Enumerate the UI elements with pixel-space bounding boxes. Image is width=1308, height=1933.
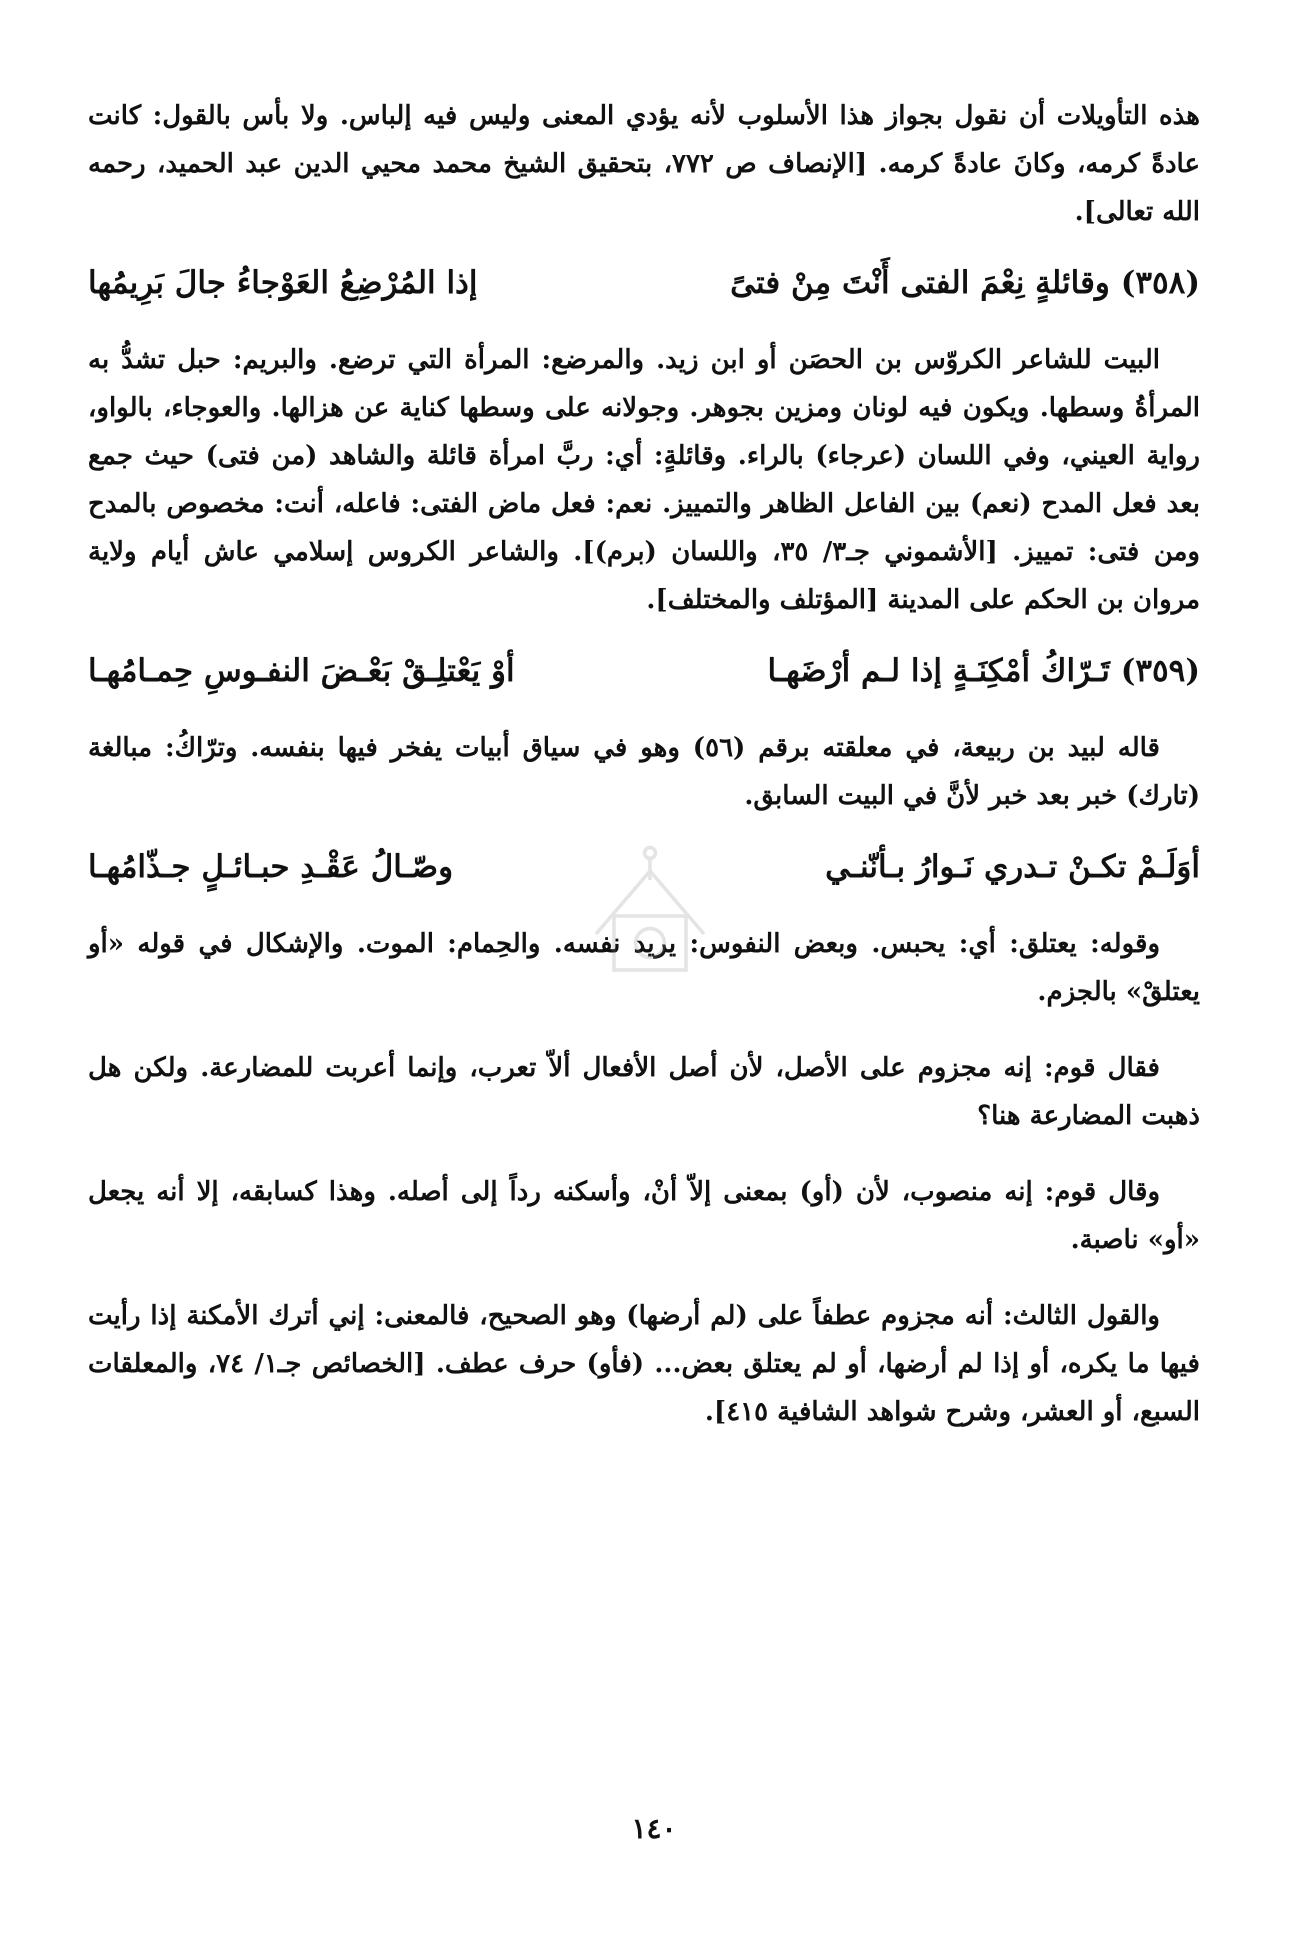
verse-360-second-hemistich: وصّـالُ عَقْـدِ حبـائـلٍ جـذّامُهـا <box>88 849 454 885</box>
verse-358-first-hemistich: (٣٥٨) وقائلةٍ نِعْمَ الفتى أَنْتَ مِنْ فتىً <box>730 265 1200 301</box>
paragraph-verse-358-commentary: البيت للشاعر الكروّس بن الحصَن أو ابن زيد. والمرضع: المرأة التي ترضع. والبريم: حبل تشدُّ به المرأةُ وسطها. ويكون فيه لونان ومزين بجوهر. وجولانه على وسطها كناية عن هزالها. والعوجاء، بالواو، رواية العيني، وفي اللسان (عرجاء) بالراء. وقائلةٍ: أي: ربَّ امرأة قائلة والشاهد (من فتى) حيث جمع بعد فعل المدح (نعم) بين الفاعل الظاهر والتمييز. نعم: فعل ماض الفتى: فاعله، أنت: مخصوص بالمدح ومن فتى: تمييز. [الأشموني جـ٣/ ٣٥، واللسان (برم)]. والشاعر الكروس إسلامي عاش أيام ولاية مروان بن الحكم على المدينة [المؤتلف والمختلف]. <box>88 345 1200 615</box>
verse-359 <box>88 646 1200 696</box>
paragraph-verse-359-source: قاله لبيد بن ربيعة، في معلقته برقم (٥٦) وهو في سياق أبيات يفخر فيها بنفسه. وترّاكُ: مبالغة (تارك) خبر بعد خبر لأنَّ في البيت السابق. <box>88 733 1200 811</box>
verse-358-second-hemistich: إذا المُرْضِعُ العَوْجاءُ جالَ بَرِيمُها <box>88 265 478 301</box>
verse-359-second-hemistich: أوْ يَعْتلِـقْ بَعْـضَ النفـوسِ حِمـامُهـا <box>88 653 515 689</box>
verse-359-first-hemistich: (٣٥٩) تَـرّاكُ أمْكِنَـةٍ إذا لـم أرْضَهـا <box>767 653 1200 689</box>
library-seal-watermark <box>560 835 740 1015</box>
verse-360-first-hemistich: أوَلَـمْ تكـنْ تـدري نَـوارُ بـأنّنـي <box>825 849 1200 885</box>
paragraph-second-opinion: وقال قوم: إنه منصوب، لأن (أو) بمعنى إلاّ أنْ، وأسكنه رداً إلى أصله. وهذا كسابقه، إلا أنه يجعل «أو» ناصبة. <box>88 1177 1200 1255</box>
paragraph-continuation: هذه التأويلات أن نقول بجواز هذا الأسلوب لأنه يؤدي المعنى وليس فيه إلباس. ولا بأس بالقول: كانت عادةً كرمه، وكانَ عادةً كرمه. [الإنصاف ص ٧٧٢، بتحقيق الشيخ محمد محيي الدين عبد الحميد، رحمه الله تعالى]. <box>88 101 1200 227</box>
paragraph-third-opinion: والقول الثالث: أنه مجزوم عطفاً على (لم أرضها) وهو الصحيح، فالمعنى: إني أترك الأمكنة إذا رأيت فيها ما يكره، أو إذا لم أرضها، أو لم يعتلق بعض... (فأو) حرف عطف. [الخصائص جـ١/ ٧٤، والمعلقات السبع، أو العشر، وشرح شواهد الشافية ٤١٥]. <box>88 1301 1200 1427</box>
paragraph-explanation: وقوله: يعتلق: أي: يحبس. وبعض النفوس: يريد نفسه. والحِمام: الموت. والإشكال في قوله «أو يعتلقْ» بالجزم. <box>88 929 1200 1007</box>
page-number: ١٤٠ <box>631 1812 677 1845</box>
paragraph-first-opinion: فقال قوم: إنه مجزوم على الأصل، لأن أصل الأفعال ألاّ تعرب، وإنما أعربت للمضارعة. ولكن هل ذهبت المضارعة هنا؟ <box>88 1053 1200 1131</box>
verse-358 <box>88 258 1200 308</box>
page-body <box>88 92 1200 1436</box>
